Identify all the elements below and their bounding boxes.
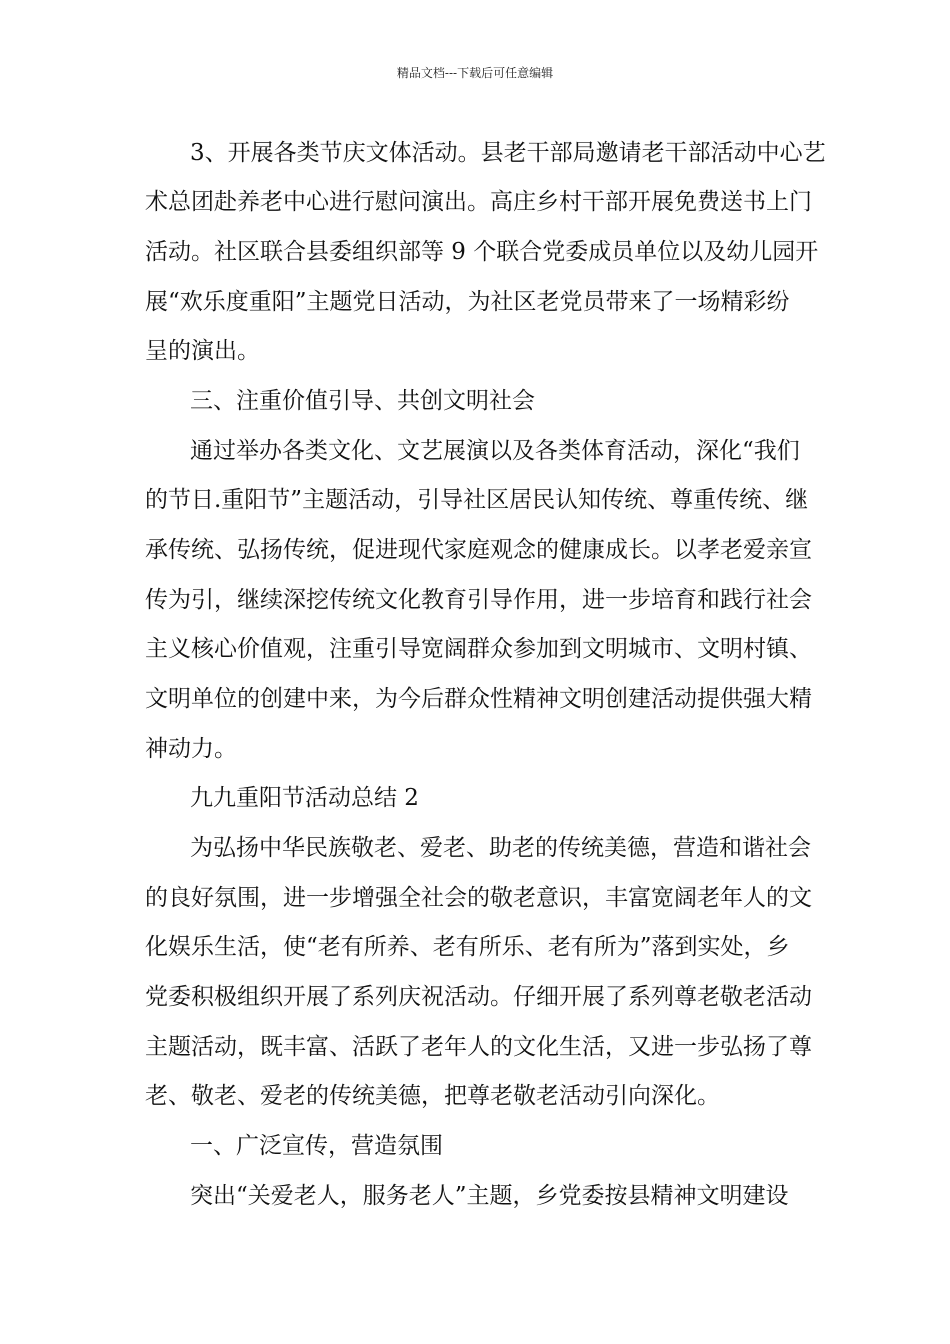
- text-line: 通过举办各类文化、文艺展演以及各类体育活动，深化“我们: [190, 438, 800, 464]
- text-line: 老、敬老、爱老的传统美德，把尊老敬老活动引向深化。: [145, 1083, 720, 1109]
- text-line: 传为引，继续深挖传统文化教育引导作用，进一步培育和践行社会: [145, 587, 812, 613]
- text-line: 主题活动，既丰富、活跃了老年人的文化生活，又进一步弘扬了尊: [145, 1034, 812, 1060]
- text-line: 文明单位的创建中来，为今后群众性精神文明创建活动提供强大精: [145, 686, 812, 712]
- text-line: 展“欢乐度重阳”主题党日活动，为社区老党员带来了一场精彩纷: [145, 289, 790, 315]
- section-heading: 三、注重价值引导、共创文明社会: [190, 388, 535, 414]
- text-line: 的良好氛围，进一步增强全社会的敬老意识，丰富宽阔老年人的文: [145, 885, 812, 911]
- text-line: 为弘扬中华民族敬老、爱老、助老的传统美德，营造和谐社会: [190, 835, 811, 861]
- text-line: 3、开展各类节庆文体活动。县老干部局邀请老干部活动中心艺: [190, 140, 826, 166]
- text-line: 主义核心价值观，注重引导宽阔群众参加到文明城市、文明村镇、: [145, 636, 812, 662]
- text-line: 承传统、弘扬传统，促进现代家庭观念的健康成长。以孝老爱亲宣: [145, 537, 812, 563]
- text-line: 的节日.重阳节”主题活动，引导社区居民认知传统、尊重传统、继: [145, 487, 809, 513]
- text-line: 活动。社区联合县委组织部等 9 个联合党委成员单位以及幼儿园开: [145, 239, 819, 265]
- text-line: 术总团赴养老中心进行慰问演出。高庄乡村干部开展免费送书上门: [145, 189, 812, 215]
- text-line: 党委积极组织开展了系列庆祝活动。仔细开展了系列尊老敬老活动: [145, 984, 812, 1010]
- section-heading: 九九重阳节活动总结 2: [190, 785, 419, 811]
- text-line: 突出“关爱老人，服务老人”主题，乡党委按县精神文明建设: [190, 1183, 789, 1209]
- text-line: 神动力。: [145, 736, 237, 762]
- section-heading: 一、广泛宣传，营造氛围: [190, 1133, 443, 1159]
- text-line: 呈的演出。: [145, 338, 260, 364]
- text-line: 化娱乐生活，使“老有所养、老有所乐、老有所为”落到实处，乡: [145, 934, 790, 960]
- page-header: 精品文档---下载后可任意编辑: [396, 66, 554, 80]
